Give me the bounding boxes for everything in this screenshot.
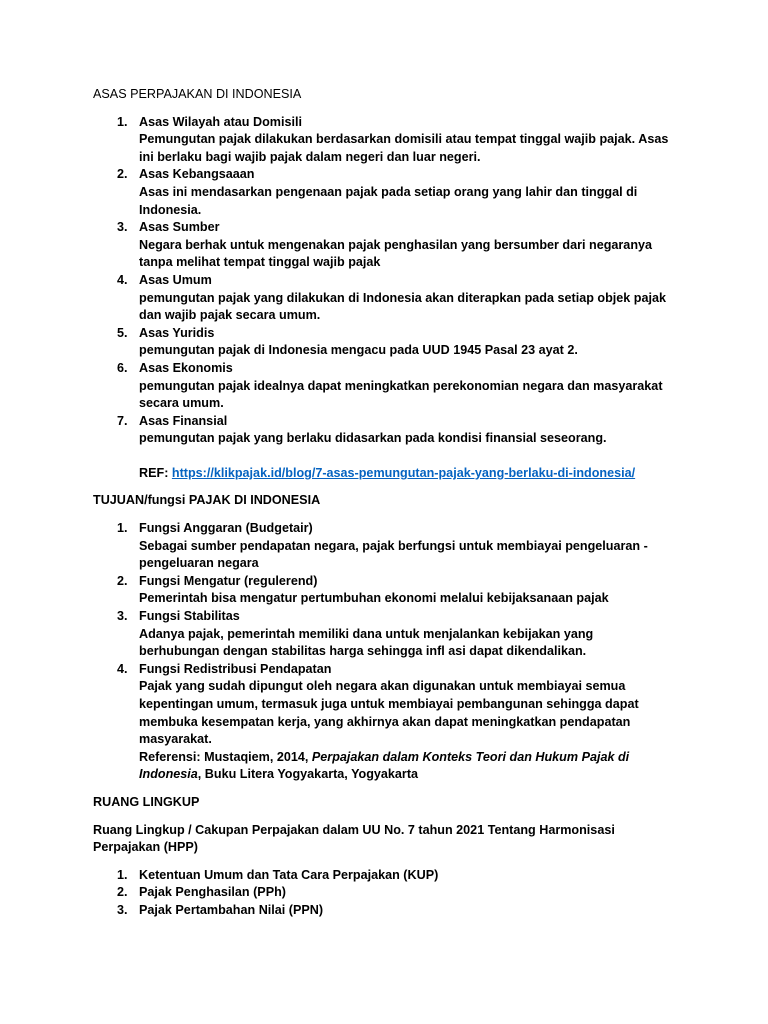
list-item: 4. Fungsi Redistribusi Pendapatan Pajak yang sudah dipungut oleh negara akan digunakan untuk membiayai semua kepentingan umum, termasuk juga untuk membiayai pembangunan sehingga dapat membuka kesempatan kerja, yang akhirnya akan dapat meningkatkan pendapatan masyarakat.: [93, 661, 673, 749]
list-item: 1. Asas Wilayah atau Domisili Pemungutan pajak dilakukan berdasarkan domisili atau tempat tinggal wajib pajak. Asas ini berlaku bagi wajib pajak dalam negeri dan luar negeri.: [93, 114, 673, 167]
item-desc: Adanya pajak, pemerintah memiliki dana untuk menjalankan kebijakan yang berhubungan dengan stabilitas harga sehingga infl asi dapat dikendalikan.: [139, 626, 594, 659]
item-title: Asas Finansial: [139, 413, 228, 428]
item-desc: pemungutan pajak di Indonesia mengacu pada UUD 1945 Pasal 23 ayat 2.: [139, 343, 578, 358]
item-title: Pajak Penghasilan (PPh): [139, 885, 286, 900]
reference-link[interactable]: https://klikpajak.id/blog/7-asas-pemungutan-pajak-yang-berlaku-di-indonesia/: [171, 465, 636, 480]
list-item: 6. Asas Ekonomis pemungutan pajak idealnya dapat meningkatkan perekonomian negara dan masyarakat secara umum.: [93, 360, 673, 413]
item-title: Fungsi Redistribusi Pendapatan: [139, 661, 332, 676]
list-item: 4. Asas Umum pemungutan pajak yang dilakukan di Indonesia akan diterapkan pada setiap objek pajak dan wajib pajak secara umum.: [93, 272, 673, 325]
item-title: Fungsi Mengatur (regulerend): [139, 573, 318, 588]
ref-label: REF:: [139, 465, 172, 480]
document-page: [93, 86, 673, 920]
list-item: 2. Pajak Penghasilan (PPh): [117, 885, 286, 900]
referensi-line: Referensi: Mustaqiem, 2014, Perpajakan dalam Konteks Teori dan Hukum Pajak di Indonesia, Buku Litera Yogyakarta, Yogyakarta: [139, 749, 630, 782]
item-title: Ketentuan Umum dan Tata Cara Perpajakan (KUP): [139, 867, 439, 882]
section-title-ruang-lingkup: RUANG LINGKUP: [93, 794, 200, 809]
reference-line: [93, 465, 673, 483]
item-title: Asas Yuridis: [139, 325, 215, 340]
asas-list: [93, 114, 673, 448]
list-item: 7. Asas Finansial pemungutan pajak yang berlaku didasarkan pada kondisi finansial seseorang.: [93, 413, 673, 448]
section-title-tujuan: TUJUAN/fungsi PAJAK DI INDONESIA: [93, 493, 321, 508]
list-item: 3. Fungsi Stabilitas Adanya pajak, pemerintah memiliki dana untuk menjalankan kebijakan yang berhubungan dengan stabilitas harga sehingga infl asi dapat dikendalikan.: [93, 608, 673, 661]
item-title: Asas Wilayah atau Domisili: [139, 114, 302, 129]
section-title-asas: ASAS PERPAJAKAN DI INDONESIA: [93, 87, 302, 101]
item-desc: pemungutan pajak yang dilakukan di Indonesia akan diterapkan pada setiap objek pajak dan wajib pajak secara umum.: [139, 290, 666, 323]
list-item: 5. Asas Yuridis pemungutan pajak di Indonesia mengacu pada UUD 1945 Pasal 23 ayat 2.: [93, 325, 673, 360]
ruang-lingkup-intro: Ruang Lingkup / Cakupan Perpajakan dalam UU No. 7 tahun 2021 Tentang Harmonisasi Perpajakan (HPP): [93, 822, 615, 855]
item-title: Fungsi Stabilitas: [139, 609, 240, 624]
list-item: 3. Asas Sumber Negara berhak untuk mengenakan pajak penghasilan yang bersumber dari negaranya tanpa melihat tempat tinggal wajib pajak: [93, 219, 673, 272]
item-desc: pemungutan pajak yang berlaku didasarkan pada kondisi finansial seseorang.: [139, 431, 607, 446]
ruang-lingkup-list: [93, 867, 673, 920]
item-desc: Negara berhak untuk mengenakan pajak penghasilan yang bersumber dari negaranya tanpa melihat tempat tinggal wajib pajak: [139, 237, 653, 270]
book-title: Perpajakan dalam Konteks Teori dan Hukum Pajak di Indonesia: [139, 749, 630, 782]
item-title: Asas Kebangsaaan: [139, 167, 255, 182]
item-desc: Pemerintah bisa mengatur pertumbuhan ekonomi melalui kebijaksanaan pajak: [139, 591, 609, 606]
fungsi-list: [93, 520, 673, 749]
item-desc: Pajak yang sudah dipungut oleh negara akan digunakan untuk membiayai semua kepentingan umum, termasuk juga untuk membiayai pembangunan sehingga dapat membuka kesempatan kerja, yang akhirnya akan dapat meningkatkan pendapatan masyarakat.: [139, 679, 639, 747]
list-item: 2. Asas Kebangsaaan Asas ini mendasarkan pengenaan pajak pada setiap orang yang lahir dan tinggal di Indonesia.: [93, 166, 673, 219]
item-title: Asas Ekonomis: [139, 360, 233, 375]
list-item: 1. Ketentuan Umum dan Tata Cara Perpajakan (KUP): [117, 867, 439, 882]
list-item: 2. Fungsi Mengatur (regulerend) Pemerintah bisa mengatur pertumbuhan ekonomi melalui kebijaksanaan pajak: [93, 573, 673, 608]
item-title: Fungsi Anggaran (Budgetair): [139, 521, 313, 536]
item-desc: Asas ini mendasarkan pengenaan pajak pada setiap orang yang lahir dan tinggal di Indonesia.: [139, 184, 638, 217]
item-desc: pemungutan pajak idealnya dapat meningkatkan perekonomian negara dan masyarakat secara umum.: [139, 378, 663, 411]
list-item: 3. Pajak Pertambahan Nilai (PPN): [117, 902, 324, 917]
item-title: Asas Sumber: [139, 220, 220, 235]
item-desc: Sebagai sumber pendapatan negara, pajak berfungsi untuk membiayai pengeluaran - pengeluaran negara: [139, 538, 648, 571]
item-desc: Pemungutan pajak dilakukan berdasarkan domisili atau tempat tinggal wajib pajak. Asas ini berlaku bagi wajib pajak dalam negeri dan luar negeri.: [139, 132, 669, 164]
item-title: Pajak Pertambahan Nilai (PPN): [139, 902, 324, 917]
list-item: 1. Fungsi Anggaran (Budgetair) Sebagai sumber pendapatan negara, pajak berfungsi untuk membiayai pengeluaran - pengeluaran negara: [93, 520, 673, 573]
item-title: Asas Umum: [139, 272, 212, 287]
